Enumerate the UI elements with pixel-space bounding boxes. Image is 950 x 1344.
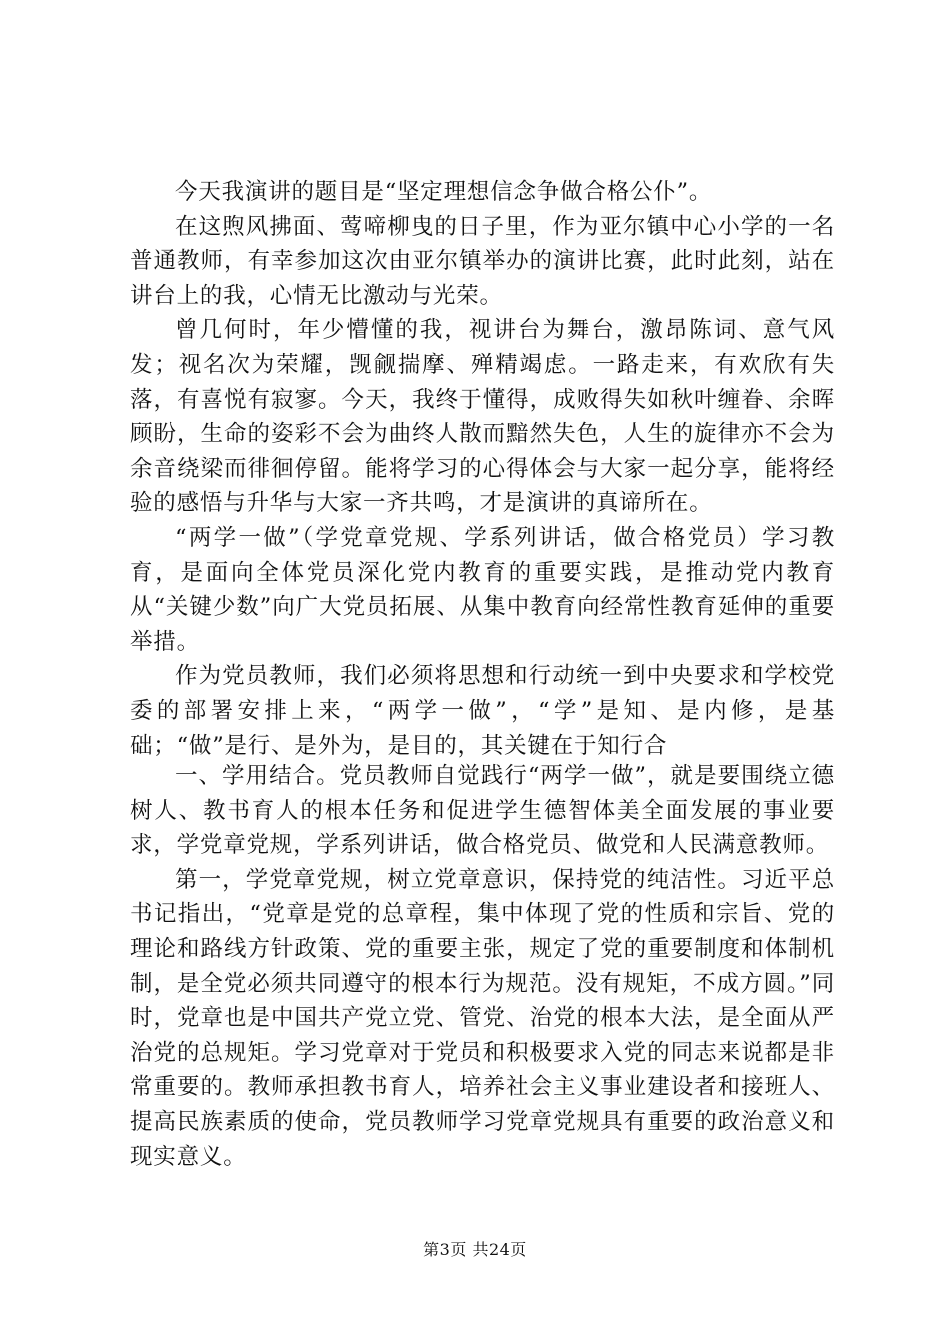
paragraph-section-one: 一、学用结合。党员教师自觉践行“两学一做”，就是要围绕立德树人、教书育人的根本任务和促进学生德智体美全面发展的事业要求，学党章党规，学系列讲话，做合格党员、做党和人民满意教师。: [130, 763, 835, 859]
page-number-footer: 第3页 共24页: [423, 1240, 527, 1259]
body-text-top: [130, 175, 835, 763]
paragraph-two-learn-one-do: “两学一做”（学党章党规、学系列讲话，做合格党员）学习教育，是面向全体党员深化党内教育的重要实践，是推动党内教育从“关键少数”向广大党员拓展、从集中教育向经常性教育延伸的重要举措。: [130, 524, 835, 655]
paragraph-introduction: 在这煦风拂面、莺啼柳曳的日子里，作为亚尔镇中心小学的一名普通教师，有幸参加这次由亚尔镇举办的演讲比赛，此时此刻，站在讲台上的我，心情无比激动与光荣。: [130, 213, 835, 309]
paragraph-party-teacher: 作为党员教师，我们必须将思想和行动统一到中央要求和学校党委的部署安排上来，“两学一做”，“学”是知、是内修，是基础；“做”是行、是外为，是目的，其关键在于知行合: [130, 663, 835, 759]
paragraph-reflection: 曾几何时，年少懵懂的我，视讲台为舞台，激昂陈词、意气风发；视名次为荣耀，觊觎揣摩、殚精竭虑。一路走来，有欢欣有失落，有喜悦有寂寥。今天，我终于懂得，成败得失如秋叶缠眷、余晖顾盼，生命的姿彩不会为曲终人散而黯然失色，人生的旋律亦不会为余音绕梁而徘徊停留。能将学习的心得体会与大家一起分享，能将经验的感悟与升华与大家一齐共鸣，才是演讲的真谛所在。: [130, 317, 835, 517]
paragraph-first-point: 第一，学党章党规，树立党章意识，保持党的纯洁性。习近平总书记指出，“党章是党的总章程，集中体现了党的性质和宗旨、党的理论和路线方针政策、党的重要主张，规定了党的重要制度和体制机制，是全党必须共同遵守的根本行为规范。没有规矩，不成方圆。”同时，党章也是中国共产党立党、管党、治党的根本大法，是全面从严治党的总规矩。学习党章对于党员和积极要求入党的同志来说都是非常重要的。教师承担教书育人，培养社会主义事业建设者和接班人、提高民族素质的使命，党员教师学习党章党规具有重要的政治意义和现实意义。: [130, 866, 835, 1170]
body-text-bottom: [130, 759, 835, 1174]
paragraph-speech-topic: 今天我演讲的题目是“坚定理想信念争做合格公仆”。: [175, 179, 713, 205]
